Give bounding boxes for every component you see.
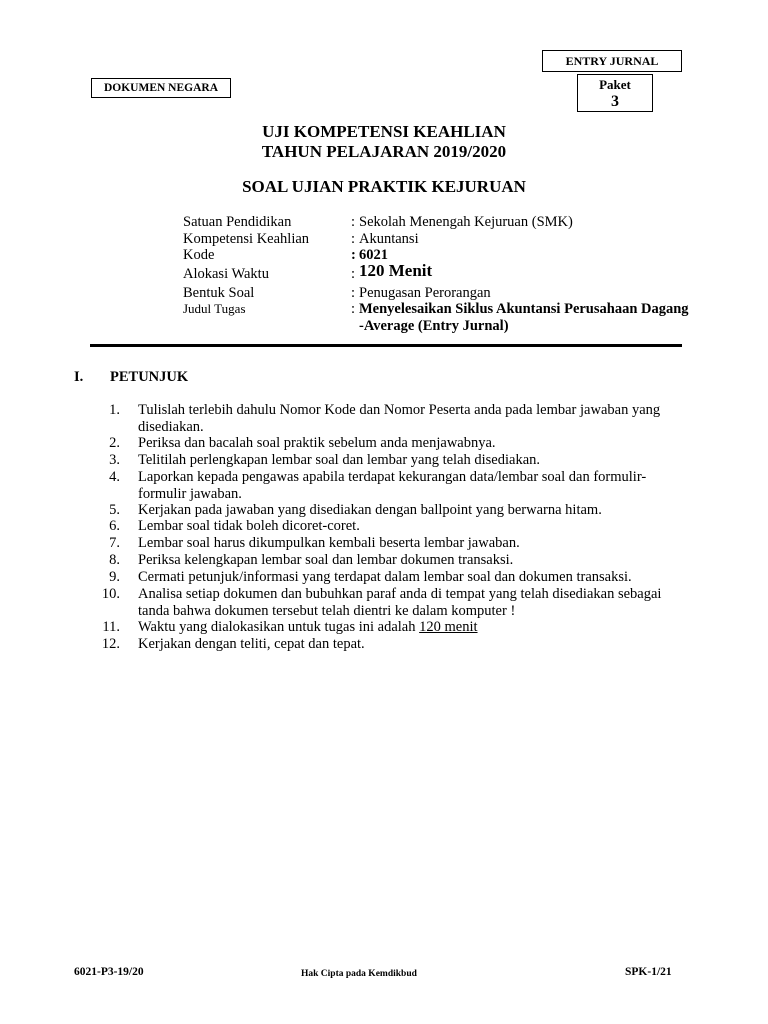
instruction-number: 11.	[102, 619, 120, 635]
info-separator: :	[351, 214, 356, 230]
entry-jurnal-label: ENTRY JURNAL	[542, 50, 682, 72]
info-separator: :	[351, 247, 356, 263]
instruction-text: Telitilah perlengkapan lembar soal dan lembar yang telah disediakan.	[138, 452, 541, 468]
instruction-text: Periksa kelengkapan lembar soal dan lembar dokumen transaksi.	[138, 552, 514, 568]
footer-doc-code: 6021-P3-19/20	[74, 966, 144, 978]
info-separator: :	[351, 285, 356, 301]
paket-number: 3	[611, 93, 619, 110]
instruction-number: 2.	[109, 435, 120, 451]
instruction-text-body: Waktu yang dialokasikan untuk tugas ini adalah	[138, 619, 416, 635]
document-title: UJI KOMPETENSI KEAHLIAN	[262, 122, 506, 141]
section-title: PETUNJUK	[110, 369, 189, 385]
instruction-text: Analisa setiap dokumen dan bubuhkan paraf anda di tempat yang telah disediakan sebagai tanda bahwa dokumen tersebut telah dientri ke dalam komputer !	[138, 586, 662, 619]
info-label: Satuan Pendidikan	[183, 214, 292, 230]
info-label: Alokasi Waktu	[183, 266, 269, 282]
instruction-number: 1.	[109, 402, 120, 418]
instruction-number: 3.	[109, 452, 120, 468]
info-value: Penugasan Perorangan	[359, 285, 491, 301]
paket-box	[577, 74, 653, 112]
info-separator: :	[351, 231, 356, 247]
info-value: 120 Menit	[359, 261, 433, 280]
info-value: 6021	[359, 247, 388, 263]
instruction-number: 12.	[101, 636, 120, 652]
footer-page-number: SPK-1/21	[625, 966, 672, 978]
paket-label: Paket	[599, 77, 631, 92]
instruction-text: Laporkan kepada pengawas apabila terdapat kekurangan data/lembar soal dan formulir-formulir jawaban.	[138, 469, 647, 502]
instruction-text: Lembar soal harus dikumpulkan kembali beserta lembar jawaban.	[138, 535, 520, 551]
instruction-text: Kerjakan pada jawaban yang disediakan dengan ballpoint yang berwarna hitam.	[138, 502, 602, 518]
info-label: Bentuk Soal	[183, 285, 255, 301]
instruction-number: 10.	[101, 586, 120, 602]
instruction-text: Tulislah terlebih dahulu Nomor Kode dan Nomor Peserta anda pada lembar jawaban yang disediakan.	[138, 402, 661, 435]
instruction-number: 4.	[109, 469, 120, 485]
divider-rule	[90, 344, 682, 347]
instruction-text: Cermati petunjuk/informasi yang terdapat dalam lembar soal dan dokumen transaksi.	[138, 569, 632, 585]
instruction-text: Kerjakan dengan teliti, cepat dan tepat.	[138, 636, 365, 652]
info-value: Menyelesaikan Siklus Akuntansi Perusahaan Dagang -Average (Entry Jurnal)	[359, 301, 689, 334]
footer-copyright: Hak Cipta pada Kemdikbud	[301, 969, 417, 979]
info-label: Judul Tugas	[183, 301, 246, 316]
info-label: Kode	[183, 247, 215, 263]
section-number: I.	[74, 369, 84, 385]
instruction-text	[138, 619, 684, 636]
dokumen-negara-label: DOKUMEN NEGARA	[91, 78, 231, 98]
info-label: Kompetensi Keahlian	[183, 231, 310, 247]
time-allocation-emphasis: 120 menit	[419, 619, 478, 635]
instruction-number: 9.	[109, 569, 120, 585]
info-separator: :	[351, 266, 356, 282]
instruction-number: 6.	[109, 518, 120, 534]
academic-year: TAHUN PELAJARAN 2019/2020	[261, 142, 507, 161]
instruction-number: 7.	[109, 535, 120, 551]
instruction-number: 5.	[109, 502, 120, 518]
exam-subtitle: SOAL UJIAN PRAKTIK KEJURUAN	[242, 177, 526, 196]
instruction-text: Lembar soal tidak boleh dicoret-coret.	[138, 518, 360, 534]
info-value: Akuntansi	[359, 231, 419, 247]
info-separator: :	[351, 301, 356, 317]
info-value: Sekolah Menengah Kejuruan (SMK)	[359, 214, 573, 230]
instruction-number: 8.	[109, 552, 120, 568]
instruction-text: Periksa dan bacalah soal praktik sebelum anda menjawabnya.	[138, 435, 496, 451]
